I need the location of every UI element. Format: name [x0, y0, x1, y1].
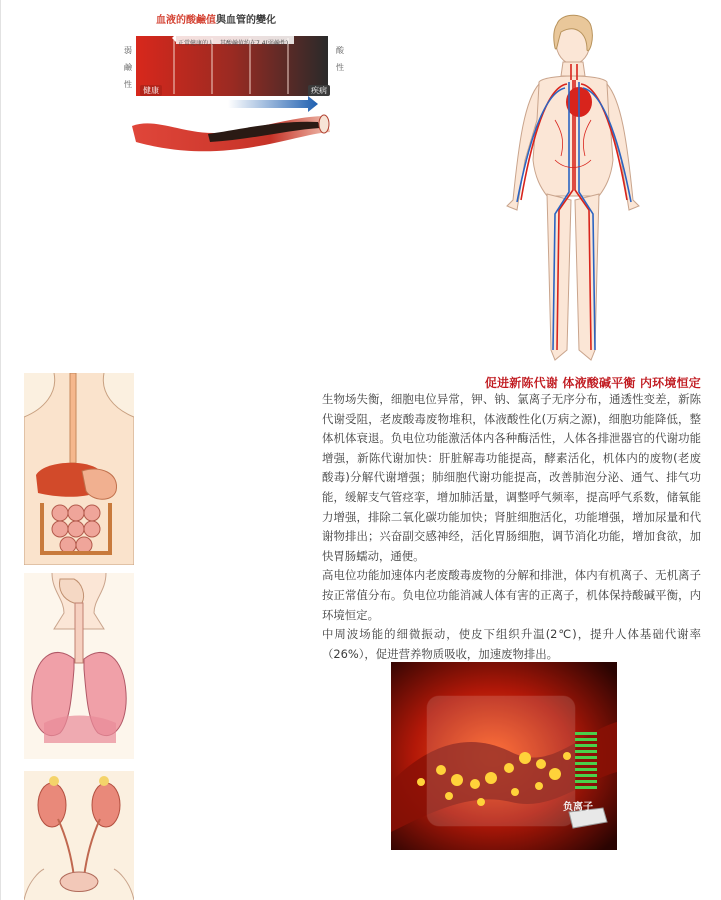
section-heading: 促进新陈代谢 体液酸碱平衡 内环境恒定 — [484, 376, 701, 390]
digestive-organs-figure — [24, 373, 134, 565]
kidneys-figure — [24, 771, 134, 900]
healthy-tag: 健康 — [140, 85, 162, 96]
alkaline-side-label: 弱 鹼 性 — [124, 46, 132, 89]
blood-acidity-figure — [118, 8, 350, 168]
acidic-side-label: 酸 性 — [336, 46, 344, 72]
lungs-figure — [24, 573, 134, 759]
paragraph-medium-frequency: 中周波场能的细微振动，使皮下组织升温(2℃)，提升人体基础代谢率（26%），促进营养物质吸收，加速废物排出。 — [322, 627, 701, 661]
blue-arrow-graphic — [228, 96, 318, 112]
negative-ion-figure — [391, 662, 617, 850]
page-left-border — [0, 0, 1, 900]
disease-tag: 疾病 — [308, 85, 330, 96]
article-text — [308, 390, 701, 664]
device-panel-graphic — [427, 696, 575, 826]
paragraph-metabolism: 生物场失衡，细胞电位异常，钾、钠、氯离子无序分布，通透性变差，新陈代谢受阻，老废酸毒废物堆积，体液酸性化(万病之源)，细胞功能降低，整体机体衰退。负电位功能激活体内各种酶活性，人体各排泄器官的代谢功能增强，新陈代谢加快：肝脏解毒功能提高，酵素活化，机体内的废物(老废酸毒)分解代谢增强；肺细胞代谢功能提高，改善肺泡分泌、通气、排气功能，缓解支气管痉挛，增加肺活量，调整呼气频率，提高呼气系数，储氧能力增强，排除二氧化碳功能加快；肾脏细胞活化，功能增强，增加尿量和代谢物排出；兴奋副交感神经，活化胃肠细胞，调节消化功能，增加食欲，加快胃肠蠕动，通便。 — [322, 392, 701, 563]
acid-figure-title: 血液的酸鹼值與血管的變化 — [156, 15, 276, 26]
negative-ion-label: 负离子 — [563, 802, 593, 813]
paragraph-acid-base: 高电位功能加速体内老废酸毒废物的分解和排泄，体内有机离子、无机离子按正常值分布。负电位功能消减人体有害的正离子，机体保持酸碱平衡，内环境恒定。 — [322, 568, 701, 622]
circulatory-system-figure — [495, 10, 650, 365]
acid-caption: 正常健康的人，其酸鹼值約在7.4(弱鹼性) — [178, 40, 289, 47]
